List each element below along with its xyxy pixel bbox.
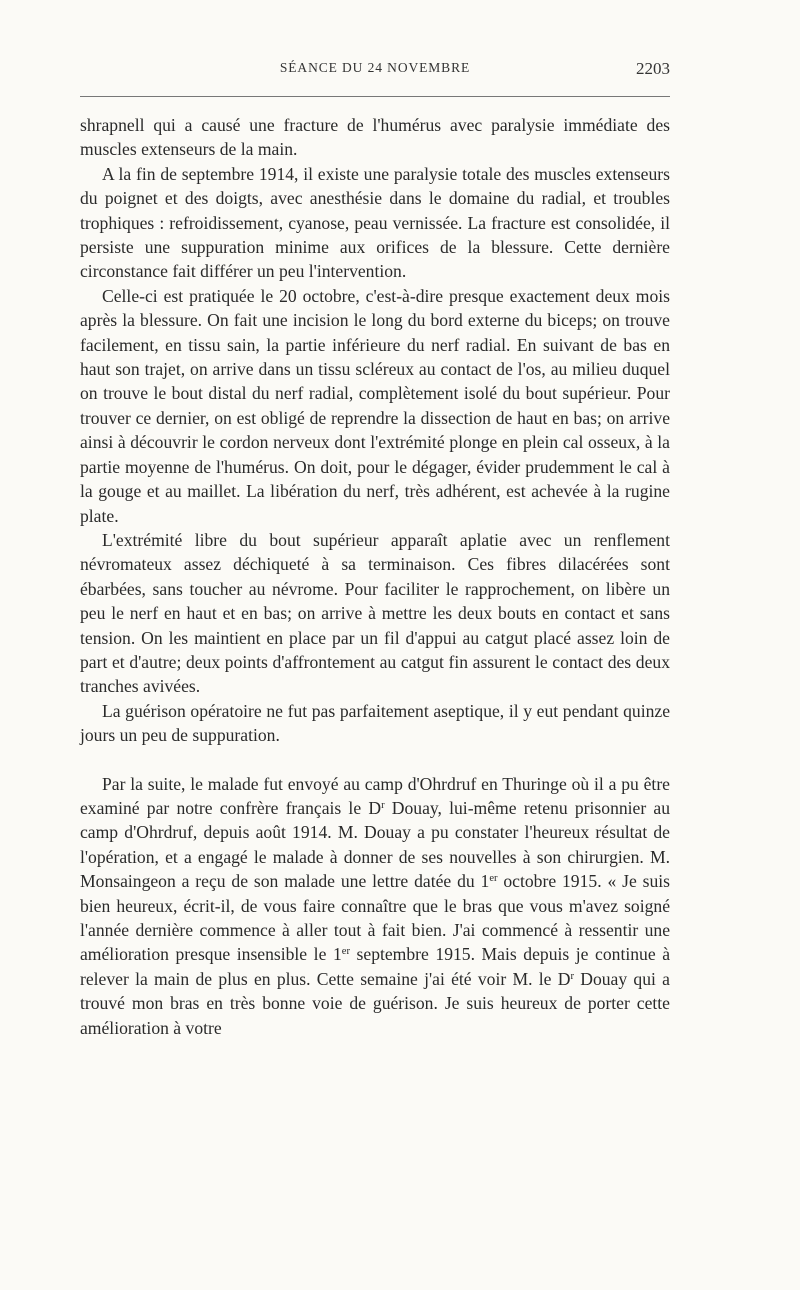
paragraph-3: Celle-ci est pratiquée le 20 octobre, c'est-à-dire presque exactement deux mois après la blessure. On fait une incision le long du bord externe du biceps; on trouve facilement, en tissu sain, la partie inférieure du nerf radial. En suivant de bas en haut son trajet, on arrive dans un tissu scléreux au contact de l'os, au milieu duquel on trouve le bout distal du nerf radial, complètement isolé du bout supérieur. Pour trouver ce dernier, on est obligé de reprendre la dissection de haut en bas; on arrive ainsi à découvrir le cordon nerveux dont l'extrémité plonge en plein cal osseux, à la partie moyenne de l'humérus. On doit, pour le dégager, évider prudemment le cal à la gouge et au maillet. La libération du nerf, très adhérent, est achevée à la rugine plate. <box>80 285 670 526</box>
body-text <box>80 113 670 1040</box>
paragraph-4: L'extrémité libre du bout supérieur apparaît aplatie avec un renflement névromateux assez déchiqueté à sa terminaison. Ces fibres dilacérées sont ébarbées, sans toucher au névrome. Pour faciliter le rapprochement, on libère un peu le nerf en haut et en bas; on arrive à mettre les deux bouts en contact et sans tension. On les maintient en place par un fil d'appui au catgut placé assez loin de part et d'autre; deux points d'affrontement au catgut fin assurent le contact des deux tranches avivées. <box>80 529 670 697</box>
header-rule <box>80 96 670 97</box>
page-header <box>80 60 670 84</box>
doctor-abbreviation: $D^r$ <box>557 968 574 989</box>
text-segment: Par la suite, le malade fut envoyé au camp d'Ohrdruf en Thuringe où il a pu être examiné par notre confrère français le <box>80 773 670 818</box>
text-segment: Douay qui a trouvé mon bras en très bonne voie de guérison. Je suis heureux de porter cette amélioration à votre <box>80 968 670 1038</box>
paragraph-5: La guérison opératoire ne fut pas parfaitement aseptique, il y eut pendant quinze jours un peu de suppuration. <box>80 700 670 746</box>
paragraph-1: shrapnell qui a causé une fracture de l'humérus avec paralysie immédiate des muscles extenseurs de la main. <box>80 115 670 160</box>
text-segment: octobre 1915. « Je suis bien heureux, écrit-il, de vous faire connaître que le bras que vous m'avez soigné l'année dernière commence à aller tout à fait bien. J'ai commencé à ressentir une amélioration presque insensible le <box>80 871 670 965</box>
running-title: SÉANCE DU 24 NOVEMBRE <box>279 60 471 75</box>
date-ordinal: 1er <box>332 944 350 965</box>
date-ordinal: 1er <box>480 871 498 892</box>
page-number: 2203 <box>636 59 670 78</box>
doctor-abbreviation: $D^r$ <box>368 797 385 818</box>
paragraph-6 <box>80 772 670 1040</box>
text-segment: septembre 1915. Mais depuis je continue à relever la main de plus en plus. Cette semaine j'ai été voir M. le <box>80 944 671 989</box>
paragraph-2: A la fin de septembre 1914, il existe une paralysie totale des muscles extenseurs du poignet et des doigts, avec anesthésie dans le domaine du radial, et troubles trophiques : refroidissement, cyanose, peau vernissée. La fracture est consolidée, il persiste une suppuration minime aux orifices de la blessure. Cette dernière circonstance fait différer un peu l'intervention. <box>80 163 670 282</box>
text-segment: Douay, lui-même retenu prisonnier au camp d'Ohrdruf, depuis août 1914. M. Douay a pu constater l'heureux résultat de l'opération, et a engagé le malade à donner de ses nouvelles à son chirurgien. M. Monsaingeon a reçu de son malade une lettre datée du <box>80 797 671 892</box>
